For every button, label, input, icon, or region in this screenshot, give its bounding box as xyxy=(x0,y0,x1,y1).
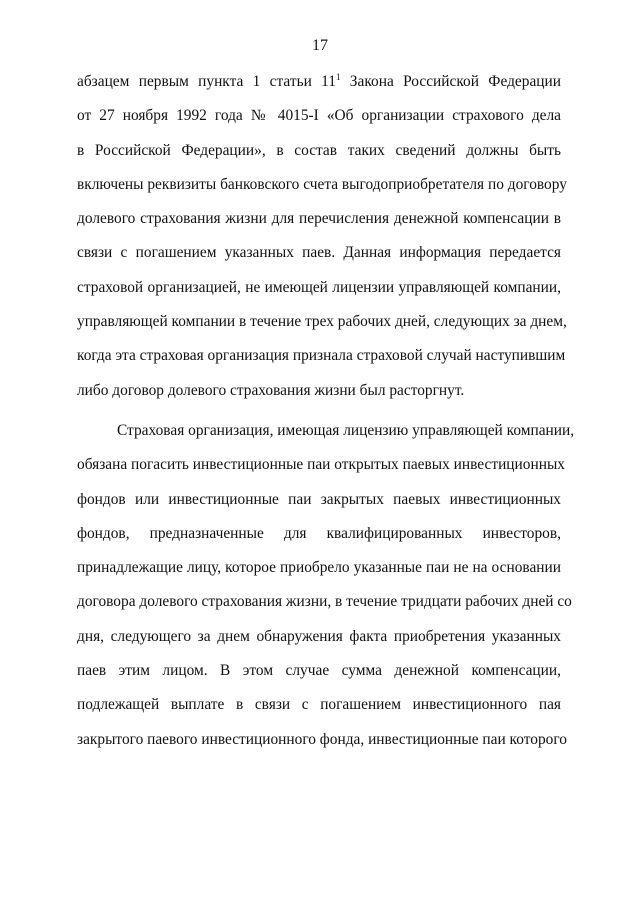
text-line: договора долевого страхования жизни, в течение тридцати рабочих дней со xyxy=(77,593,572,611)
text-line: связи с погашением указанных паев. Данная информация передается xyxy=(77,244,561,262)
text-line: либо договор долевого страхования жизни был расторгнут. xyxy=(77,381,465,399)
text-line: когда эта страховая организация признала страховой случай наступившим xyxy=(77,347,566,365)
paragraph-2 xyxy=(77,414,575,757)
paragraph-1 xyxy=(77,65,567,408)
text-line: фондов, предназначенные для квалифицированных инвесторов, xyxy=(77,524,561,542)
text-line: от 27 ноября 1992 года № 4015-I «Об организации страхового дела xyxy=(77,107,561,125)
text-line: в Российской Федерации», в состав таких сведений должны быть xyxy=(77,141,561,159)
text-line: Страховая организация, имеющая лицензию управляющей компании, xyxy=(117,422,575,439)
text-line: фондов или инвестиционные паи закрытых паевых инвестиционных xyxy=(77,490,561,508)
page-number: 17 xyxy=(312,37,328,54)
text-line: управляющей компании в течение трех рабочих дней, следующих за днем, xyxy=(77,313,567,331)
text-line: долевого страхования жизни для перечисления денежной компенсации в xyxy=(77,210,561,228)
text-line xyxy=(77,65,561,99)
text-line: закрытого паевого инвестиционного фонда, инвестиционные паи которого xyxy=(77,730,567,748)
text-fragment: абзацем первым пункта 1 статьи 11 xyxy=(77,73,336,90)
text-line: дня, следующего за днем обнаружения факта приобретения указанных xyxy=(77,627,561,645)
text-line: включены реквизиты банковского счета выгодоприобретателя по договору xyxy=(77,175,567,193)
text-line: паев этим лицом. В этом случае сумма денежной компенсации, xyxy=(77,662,561,680)
superscript: 1 xyxy=(335,72,341,82)
text-line: обязана погасить инвестиционные паи открытых паевых инвестиционных xyxy=(77,456,565,474)
text-line: страховой организацией, не имеющей лицензии управляющей компании, xyxy=(77,278,561,296)
text-line: принадлежащие лицу, которое приобрело указанные паи не на основании xyxy=(77,559,561,577)
text-line: подлежащей выплате в связи с погашением инвестиционного пая xyxy=(77,696,561,714)
text-fragment: Закона Российской Федерации xyxy=(340,73,561,90)
